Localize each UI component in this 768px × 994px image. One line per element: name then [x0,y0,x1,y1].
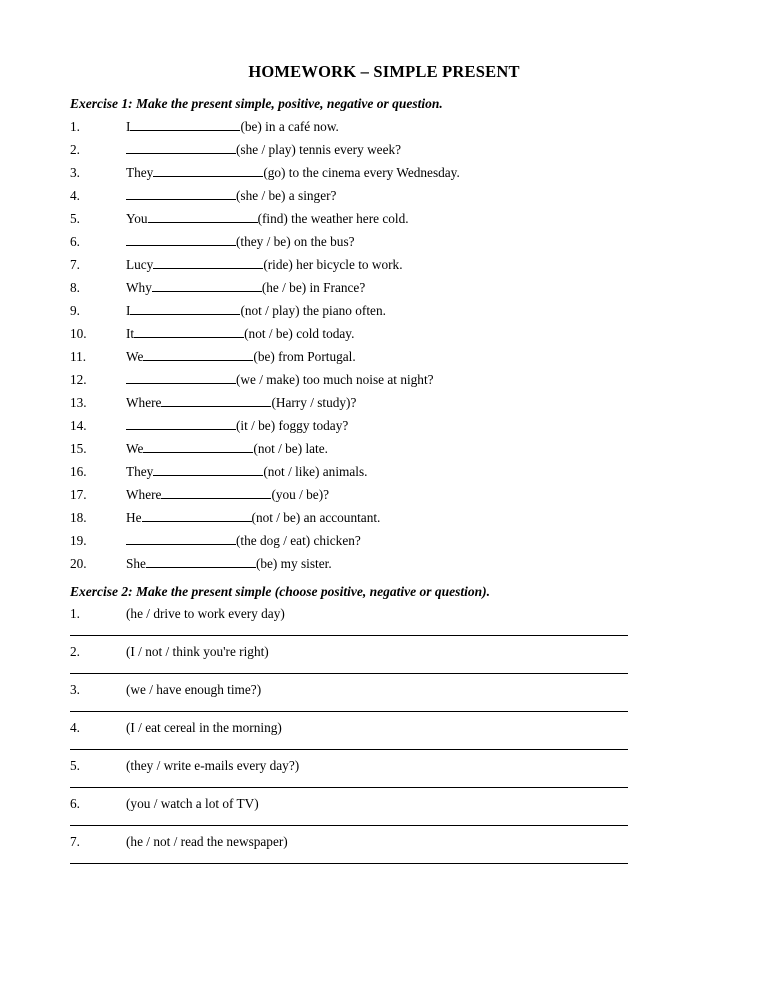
answer-blank[interactable] [161,486,271,499]
item-prefix: Where [126,487,162,502]
answer-blank[interactable] [130,118,240,131]
item-body [126,440,698,455]
answer-line[interactable] [70,863,628,864]
item-suffix: (it / be) foggy today? [236,418,349,433]
item-suffix: (the dog / eat) chicken? [236,533,361,548]
exercise-2-list [70,606,698,864]
item-suffix: (we / make) too much noise at night? [236,372,434,387]
item-body [126,394,698,409]
answer-blank[interactable] [134,325,244,338]
item-prefix: They [126,464,154,479]
exercise-1-item [70,279,698,302]
item-prefix: Where [126,395,162,410]
exercise-2-item [70,720,698,750]
answer-blank[interactable] [146,555,256,568]
exercise-2-item [70,606,698,636]
exercise-1-item [70,486,698,509]
answer-line[interactable] [70,787,628,788]
answer-blank[interactable] [148,210,258,223]
item-number: 4. [70,188,80,203]
exercise-1-list [70,118,698,578]
item-prefix: Why [126,280,152,295]
item-suffix: (be) my sister. [255,556,332,571]
item-number: 5. [70,211,80,226]
item-body [126,532,698,547]
item-prefix: We [126,441,144,456]
item-suffix: (she / be) a singer? [236,188,337,203]
item-prompt: (he / drive to work every day) [126,606,285,621]
item-number: 20. [70,556,87,571]
exercise-2-item [70,758,698,788]
exercise-2-prompt-row [70,758,698,787]
exercise-2-item [70,644,698,674]
item-suffix: (not / be) an accountant. [251,510,381,525]
item-suffix: (not / be) late. [253,441,328,456]
item-prefix: I [126,303,131,318]
item-number: 6. [70,796,80,811]
item-number: 1. [70,606,80,621]
exercise-2-prompt-row [70,796,698,825]
item-body [126,371,698,386]
item-prefix: They [126,165,154,180]
item-body [126,463,698,478]
item-number: 2. [70,142,80,157]
exercise-1-item [70,141,698,164]
answer-blank[interactable] [126,532,236,545]
item-body [126,141,698,156]
answer-line[interactable] [70,825,628,826]
item-number: 7. [70,257,80,272]
item-prompt: (he / not / read the newspaper) [126,834,288,849]
item-number: 3. [70,682,80,697]
item-prefix: Lucy [126,257,154,272]
item-suffix: (find) the weather here cold. [257,211,409,226]
exercise-1-item [70,233,698,256]
exercise-1-item [70,210,698,233]
item-number: 19. [70,533,87,548]
answer-line[interactable] [70,673,628,674]
answer-blank[interactable] [153,256,263,269]
exercise-2-item [70,682,698,712]
exercise-2-heading: Exercise 2: Make the present simple (choose positive, negative or question). [70,584,490,599]
answer-blank[interactable] [152,279,262,292]
item-prompt: (they / write e-mails every day?) [126,758,300,773]
item-suffix: (he / be) in France? [261,280,366,295]
item-suffix: (they / be) on the bus? [236,234,355,249]
item-prompt: (I / eat cereal in the morning) [126,720,282,735]
item-number: 10. [70,326,87,341]
exercise-2-item [70,834,698,864]
item-suffix: (Harry / study)? [271,395,357,410]
item-number: 16. [70,464,87,479]
exercise-1-item [70,371,698,394]
answer-blank[interactable] [126,371,236,384]
item-suffix: (she / play) tennis every week? [236,142,402,157]
answer-blank[interactable] [126,187,236,200]
exercise-2-item [70,796,698,826]
exercise-1-heading: Exercise 1: Make the present simple, positive, negative or question. [70,96,443,111]
item-suffix: (be) in a café now. [240,119,339,134]
item-number: 13. [70,395,87,410]
item-prefix: I [126,119,131,134]
item-number: 6. [70,234,80,249]
item-prompt: (you / watch a lot of TV) [126,796,259,811]
item-number: 1. [70,119,80,134]
item-suffix: (ride) her bicycle to work. [263,257,403,272]
item-suffix: (not / like) animals. [263,464,368,479]
item-number: 12. [70,372,87,387]
answer-blank[interactable] [153,463,263,476]
item-number: 3. [70,165,80,180]
page-title: HOMEWORK – SIMPLE PRESENT [248,62,520,81]
item-suffix: (not / be) cold today. [244,326,355,341]
exercise-2-prompt-row [70,644,698,673]
exercise-1-item [70,325,698,348]
item-number: 7. [70,834,80,849]
item-number: 15. [70,441,87,456]
item-body [126,348,698,363]
exercise-1-item [70,394,698,417]
item-prompt: (I / not / think you're right) [126,644,269,659]
exercise-1-item [70,302,698,325]
exercise-1-item [70,164,698,187]
item-number: 9. [70,303,80,318]
item-number: 17. [70,487,87,502]
exercise-1-item [70,118,698,141]
answer-blank[interactable] [126,141,236,154]
exercise-2-prompt-row [70,682,698,711]
item-number: 14. [70,418,87,433]
item-body [126,417,698,432]
answer-blank[interactable] [126,417,236,430]
answer-line[interactable] [70,635,628,636]
exercise-1-item [70,463,698,486]
item-number: 11. [70,349,87,364]
exercise-2-prompt-row [70,720,698,749]
exercise-2-prompt-row [70,606,698,635]
item-suffix: (go) to the cinema every Wednesday. [263,165,460,180]
exercise-1-item [70,555,698,578]
item-suffix: (you / be)? [271,487,330,502]
exercise-1-item [70,509,698,532]
item-body [126,509,698,524]
answer-blank[interactable] [153,164,263,177]
item-body [126,486,698,501]
item-body [126,210,698,225]
item-prefix: It [126,326,135,341]
item-body [126,555,698,570]
item-prefix: We [126,349,144,364]
answer-blank[interactable] [143,440,253,453]
item-prefix: He [126,510,142,525]
exercise-2-prompt-row [70,834,698,863]
item-number: 5. [70,758,80,773]
item-number: 4. [70,720,80,735]
item-body [126,325,698,340]
item-body [126,187,698,202]
exercise-1-item [70,348,698,371]
exercise-1-item [70,256,698,279]
exercise-1-item [70,532,698,555]
item-prompt: (we / have enough time?) [126,682,262,697]
answer-line[interactable] [70,749,628,750]
answer-blank[interactable] [143,348,253,361]
item-body [126,164,698,179]
item-suffix: (not / play) the piano often. [240,303,386,318]
item-number: 18. [70,510,87,525]
item-number: 2. [70,644,80,659]
exercise-1-item [70,440,698,463]
exercise-1-item [70,417,698,440]
exercise-1-item [70,187,698,210]
answer-blank[interactable] [142,509,252,522]
item-number: 8. [70,280,80,295]
item-suffix: (be) from Portugal. [253,349,356,364]
item-body [126,118,698,133]
item-body [126,233,698,248]
item-body [126,256,698,271]
item-prefix: You [126,211,148,226]
answer-blank[interactable] [161,394,271,407]
item-prefix: She [126,556,146,571]
answer-line[interactable] [70,711,628,712]
answer-blank[interactable] [126,233,236,246]
item-body [126,302,698,317]
item-body [126,279,698,294]
answer-blank[interactable] [130,302,240,315]
